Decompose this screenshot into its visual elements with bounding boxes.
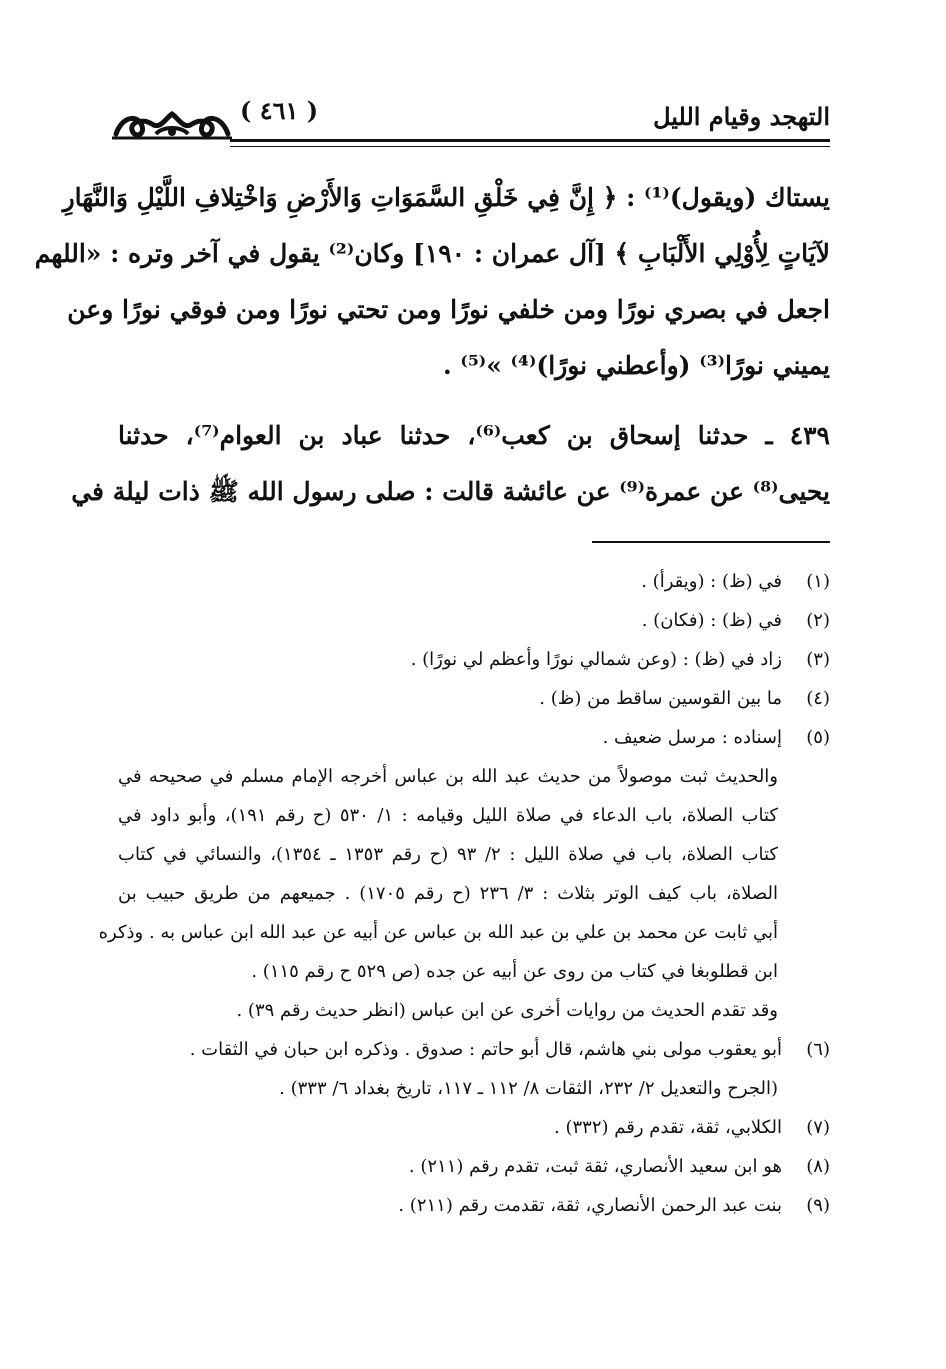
footnotes	[98, 562, 830, 1225]
footnote-line: وقد تقدم الحديث من روايات أخرى عن ابن عباس (انظر حديث رقم ٣٩) .	[236, 1000, 778, 1021]
footnote-number: (٥)	[806, 727, 830, 748]
header-rule	[230, 139, 830, 142]
footnote-line: ابن قطلوبغا في كتاب من روى عن أبيه عن جده (ص ٥٢٩ ح رقم ١١٥) .	[251, 961, 778, 982]
footnote-line	[118, 1186, 830, 1225]
footnote-text: ما بين القوسين ساقط من (ظ) .	[539, 688, 782, 709]
text-line: اجعل في بصري نورًا ومن خلفي نورًا ومن تحتي نورًا ومن فوقي نورًا وعن	[67, 295, 830, 324]
footnote-number: (١)	[806, 571, 830, 592]
ornament-icon	[112, 108, 232, 142]
footnote-text: زاد في (ظ) : (وعن شمالي نورًا وأعظم لي نورًا) .	[410, 649, 782, 670]
footnote-number: (٢)	[806, 610, 830, 631]
chapter-title: التهجد وقيام الليل	[653, 102, 830, 131]
footnote-line: كتاب الصلاة، باب الدعاء في صلاة الليل وقيامه : ١/ ٥٣٠ (ح رقم ١٩١)، وأبو داود في	[118, 805, 778, 826]
page-number: ( ٤٦١ )	[240, 96, 319, 125]
footnote-number: (٦)	[806, 1039, 830, 1060]
footnote-line	[118, 1147, 830, 1186]
footnote-text: الكلابي، ثقة، تقدم رقم (٣٣٢) .	[554, 1117, 782, 1138]
footnote-text: في (ظ) : (ويقرأ) .	[641, 571, 782, 592]
footnote-number: (٤)	[806, 688, 830, 709]
footnote-line	[118, 601, 830, 640]
footnote-line: كتاب الصلاة، باب في صلاة الليل : ٢/ ٩٣ (ح رقم ١٣٥٣ ـ ١٣٥٤)، والنسائي في كتاب	[118, 844, 778, 865]
text-line: يميني نورًا⁽³⁾ (وأعطني نورًا)⁽⁴⁾ »⁽⁵⁾ .	[442, 351, 830, 380]
header-rule-thin	[230, 146, 830, 147]
hadith-line: يحيى⁽⁸⁾ عن عمرة⁽⁹⁾ عن عائشة قالت : صلى رسول الله ﷺ ذات ليلة في	[71, 477, 830, 506]
footnote-separator	[592, 541, 830, 543]
main-text	[34, 170, 830, 520]
footnote-line: الصلاة، باب كيف الوتر بثلاث : ٣/ ٢٣٦ (ح رقم ١٧٠٥) . جميعهم من طريق حبيب بن	[118, 883, 778, 904]
footnote-line	[118, 562, 830, 601]
footnote-text: بنت عبد الرحمن الأنصاري، ثقة، تقدمت رقم (٢١١) .	[398, 1195, 782, 1216]
page-header	[112, 96, 830, 156]
footnote-number: (٩)	[806, 1195, 830, 1216]
footnote-line	[118, 1030, 830, 1069]
footnote-number: (٧)	[806, 1117, 830, 1138]
footnote-line: أبي ثابت عن محمد بن علي بن عبد الله بن عباس عن أبيه عن عبد الله ابن عباس به . وذكره	[98, 922, 778, 943]
footnote-number: (٣)	[806, 649, 830, 670]
hadith-line: ٤٣٩ ـ حدثنا إسحاق بن كعب⁽⁶⁾، حدثنا عباد بن العوام⁽⁷⁾، حدثنا	[118, 421, 830, 450]
footnote-line	[118, 640, 830, 679]
footnote-text: أبو يعقوب مولى بني هاشم، قال أبو حاتم : صدوق . وذكره ابن حبان في الثقات .	[189, 1039, 782, 1060]
footnote-line	[118, 1108, 830, 1147]
text-line: يستاك (ويقول)⁽¹⁾ : ﴿ إِنَّ فِي خَلْقِ السَّمَوَاتِ وَالأَرْضِ وَاخْتِلافِ اللَّيْلِ وَالنَّهَارِ	[62, 183, 830, 212]
footnote-number: (٨)	[806, 1156, 830, 1177]
footnote-text: إسناده : مرسل ضعيف .	[602, 727, 782, 748]
footnote-line: والحديث ثبت موصولاً من حديث عبد الله بن عباس أخرجه الإمام مسلم في صحيحه في	[118, 766, 778, 787]
footnote-line	[118, 718, 830, 757]
footnote-text: في (ظ) : (فكان) .	[641, 610, 782, 631]
text-line: لآيَاتٍ لِأُوْلِي الأَلْبَابِ ﴾ [آل عمران : ١٩٠] وكان⁽²⁾ يقول في آخر وتره : «اللهم	[34, 239, 830, 268]
footnote-line: (الجرح والتعديل ٢/ ٢٣٢، الثقات ٨/ ١١٢ ـ ١١٧، تاريخ بغداد ٦/ ٣٣٣) .	[279, 1078, 778, 1099]
footnote-text: هو ابن سعيد الأنصاري، ثقة ثبت، تقدم رقم (٢١١) .	[408, 1156, 782, 1177]
footnote-line	[118, 679, 830, 718]
